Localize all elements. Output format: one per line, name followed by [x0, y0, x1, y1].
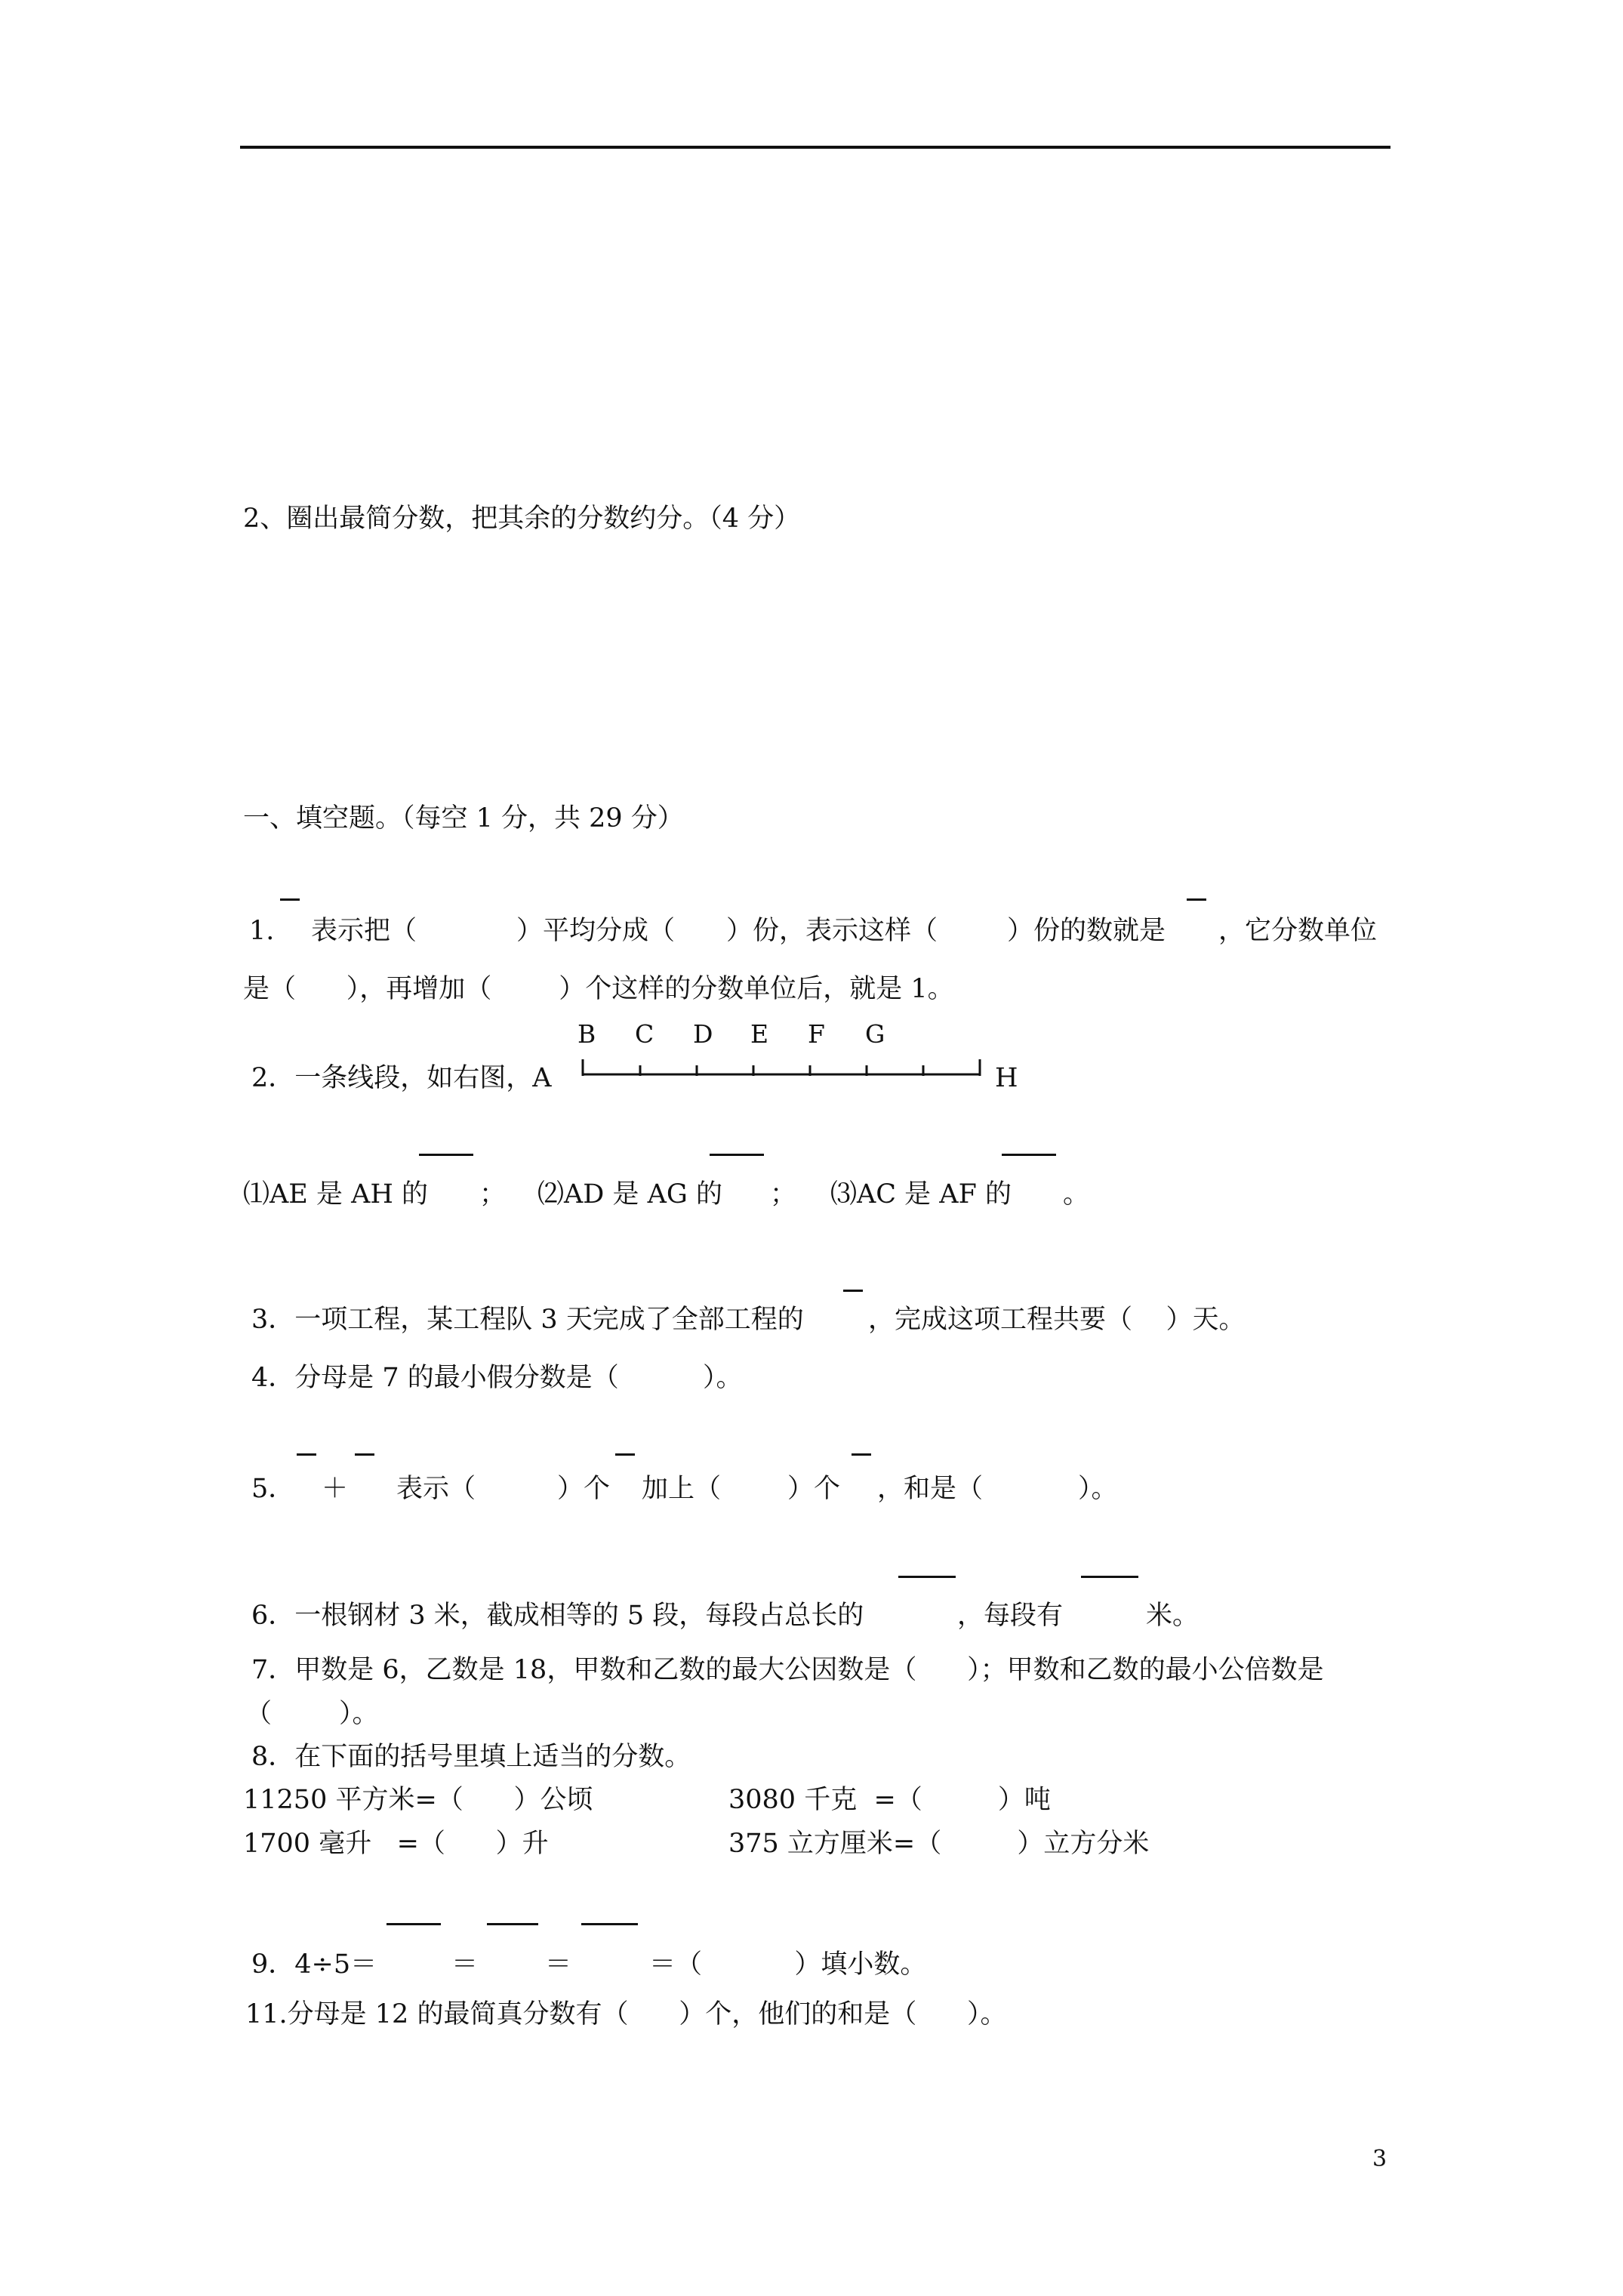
q3-text-a: 3．一项工程，某工程队 3 天完成了全部工程的 [251, 1305, 804, 1335]
q1-number: 1. [249, 916, 275, 946]
q2-part2-sep: ； [770, 1179, 797, 1210]
q5-plus: ＋ [322, 1474, 349, 1504]
q1-fraction-bar-2 [1187, 898, 1206, 901]
q6-text-c: 米。 [1146, 1601, 1200, 1631]
q5-number: 5． [251, 1474, 295, 1504]
q9-text-b: ＝（ ）填小数。 [649, 1949, 927, 1980]
point-label-g: G [865, 1019, 885, 1049]
q8-text: 8．在下面的括号里填上适当的分数。 [251, 1742, 691, 1772]
q9-fraction-bar-2 [487, 1923, 538, 1925]
q5-text-3: 加上（ [642, 1474, 722, 1504]
q5-text-1: 表示（ [396, 1474, 476, 1504]
q6-fraction-bar-1 [898, 1576, 956, 1578]
q6-text-b: ，每段有 [957, 1601, 1064, 1631]
q2-part1-text: ⑴AE 是 AH 的 [243, 1179, 429, 1210]
q2-part1-fraction-bar [419, 1154, 473, 1156]
q3-fraction-bar [843, 1290, 863, 1292]
q8-row1-left: 11250 平方米=（ ）公顷 [243, 1785, 593, 1815]
q5-text-4: ）个 [787, 1474, 841, 1504]
q5-text-6: ）。 [1078, 1474, 1118, 1504]
q5-fraction-bar-4 [852, 1453, 871, 1456]
q5-fraction-bar-2 [355, 1453, 374, 1456]
q7-line-2: （ ）。 [245, 1699, 379, 1729]
q8-row2-left: 1700 毫升 =（ ）升 [243, 1829, 549, 1859]
q9-equals-2: ＝ [545, 1949, 572, 1980]
q8-row1-right: 3080 千克 =（ ）吨 [728, 1785, 1051, 1815]
q2-text: 2．一条线段，如右图，A [251, 1063, 552, 1093]
q2-part1-sep: ； [479, 1179, 507, 1210]
q1-fraction-bar-1 [280, 898, 300, 901]
q7-line-1: 7．甲数是 6，乙数是 18，甲数和乙数的最大公因数是（ ）；甲数和乙数的最小公倍数是 [251, 1655, 1324, 1685]
point-label-c: C [635, 1019, 654, 1049]
header-rule [240, 146, 1390, 149]
q3-text-b: ，完成这项工程共要（ ）天。 [868, 1305, 1246, 1335]
q11-text: 11.分母是 12 的最简真分数有（ ）个，他们的和是（ ）。 [245, 1999, 1007, 2029]
section2-title: 2、圈出最简分数，把其余的分数约分。（4 分） [243, 504, 801, 534]
q9-text-a: 9．4÷5＝ [251, 1949, 377, 1980]
point-label-d: D [693, 1019, 713, 1049]
q5-fraction-bar-3 [615, 1453, 635, 1456]
section1-title: 一、填空题。（每空 1 分，共 29 分） [243, 803, 684, 834]
q5-text-5: ，和是（ [877, 1474, 984, 1504]
segment-line [574, 1053, 989, 1083]
q2-part3-sep: 。 [1063, 1179, 1090, 1210]
point-label-f: F [808, 1019, 825, 1049]
q1-text-5: ，它分数单位 [1218, 916, 1378, 946]
q1-line-2: 是（ ），再增加（ ）个这样的分数单位后，就是 1。 [243, 974, 954, 1004]
q1-text-2: ）平均分成（ [516, 916, 676, 946]
q6-text-a: 6．一根钢材 3 米，截成相等的 5 段，每段占总长的 [251, 1601, 864, 1631]
point-label-e: E [750, 1019, 769, 1049]
q4-text: 4．分母是 7 的最小假分数是（ ）。 [251, 1363, 743, 1393]
q2-part3-text: ⑶AC 是 AF 的 [830, 1179, 1012, 1210]
q2-part3-fraction-bar [1002, 1154, 1056, 1156]
q9-fraction-bar-3 [581, 1923, 638, 1925]
q9-fraction-bar-1 [387, 1923, 441, 1925]
q2-part2-fraction-bar [710, 1154, 764, 1156]
q1-text-3: ）份，表示这样（ [726, 916, 938, 946]
q1-text-1: 表示把（ [311, 916, 417, 946]
q5-fraction-bar-1 [297, 1453, 316, 1456]
point-label-b: B [577, 1019, 596, 1049]
q6-fraction-bar-2 [1081, 1576, 1138, 1578]
point-label-h: H [995, 1063, 1018, 1093]
q5-text-2: ）个 [557, 1474, 611, 1504]
q9-equals-1: ＝ [451, 1949, 479, 1980]
q2-part2-text: ⑵AD 是 AG 的 [537, 1179, 722, 1210]
q1-text-4: ）份的数就是 [1007, 916, 1166, 946]
q8-row2-right: 375 立方厘米=（ ）立方分米 [728, 1829, 1150, 1859]
page-number: 3 [1372, 2146, 1387, 2172]
